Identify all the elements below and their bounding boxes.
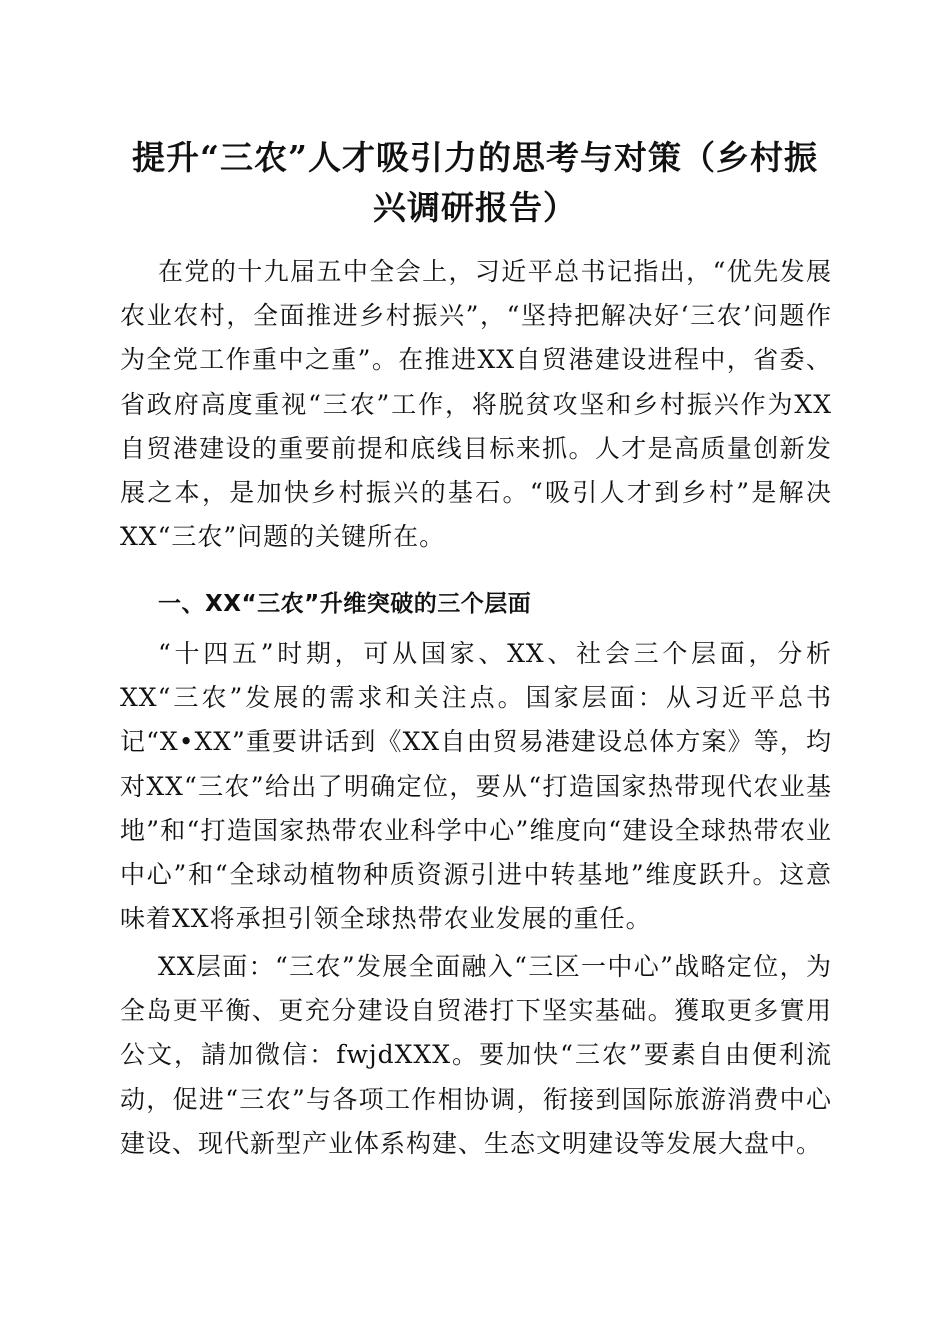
section-heading-1: 一、XX“三农”升维突破的三个层面: [158, 591, 532, 617]
paragraph-intro: 在党的十九届五中全会上，习近平总书记指出，“优先发展农业农村，全面推进乡村振兴”，“坚持把解决好‘三农’问题作为全党工作重中之重”。在推进XX自贸港建设进程中，省委、省政府高度重视“三农”工作，将脱贫攻坚和乡村振兴作为XX自贸港建设的重要前提和底线目标来抓。人才是高质量创新发展之本，是加快乡村振兴的基石。“吸引人才到乡村”是解决XX“三农”问题的关键所在。: [120, 257, 832, 552]
paragraph-national-level: “十四五”时期，可从国家、XX、社会三个层面，分析XX“三农”发展的需求和关注点。国家层面：从习近平总书记“X•XX”重要讲话到《XX自由贸易港建设总体方案》等，均对XX“三农”给出了明确定位，要从“打造国家热带现代农业基地”和“打造国家热带农业科学中心”维度向“建设全球热带农业中心”和“全球动植物种质资源引进中转基地”维度跃升。这意味着XX将承担引领全球热带农业发展的重任。: [120, 639, 832, 934]
paragraph-xx-level: XX层面：“三农”发展全面融入“三区一中心”战略定位，为全岛更平衡、更充分建设自贸港打下坚实基础。獲取更多實用公文，請加微信：fwjdXXX。要加快“三农”要素自由便利流动，促进“三农”与各项工作相协调，衔接到国际旅游消费中心建设、现代新型产业体系构建、生态文明建设等发展大盘中。: [120, 952, 832, 1158]
document-title: 提升“三农”人才吸引力的思考与对策（乡村振兴调研报告）: [132, 138, 818, 227]
